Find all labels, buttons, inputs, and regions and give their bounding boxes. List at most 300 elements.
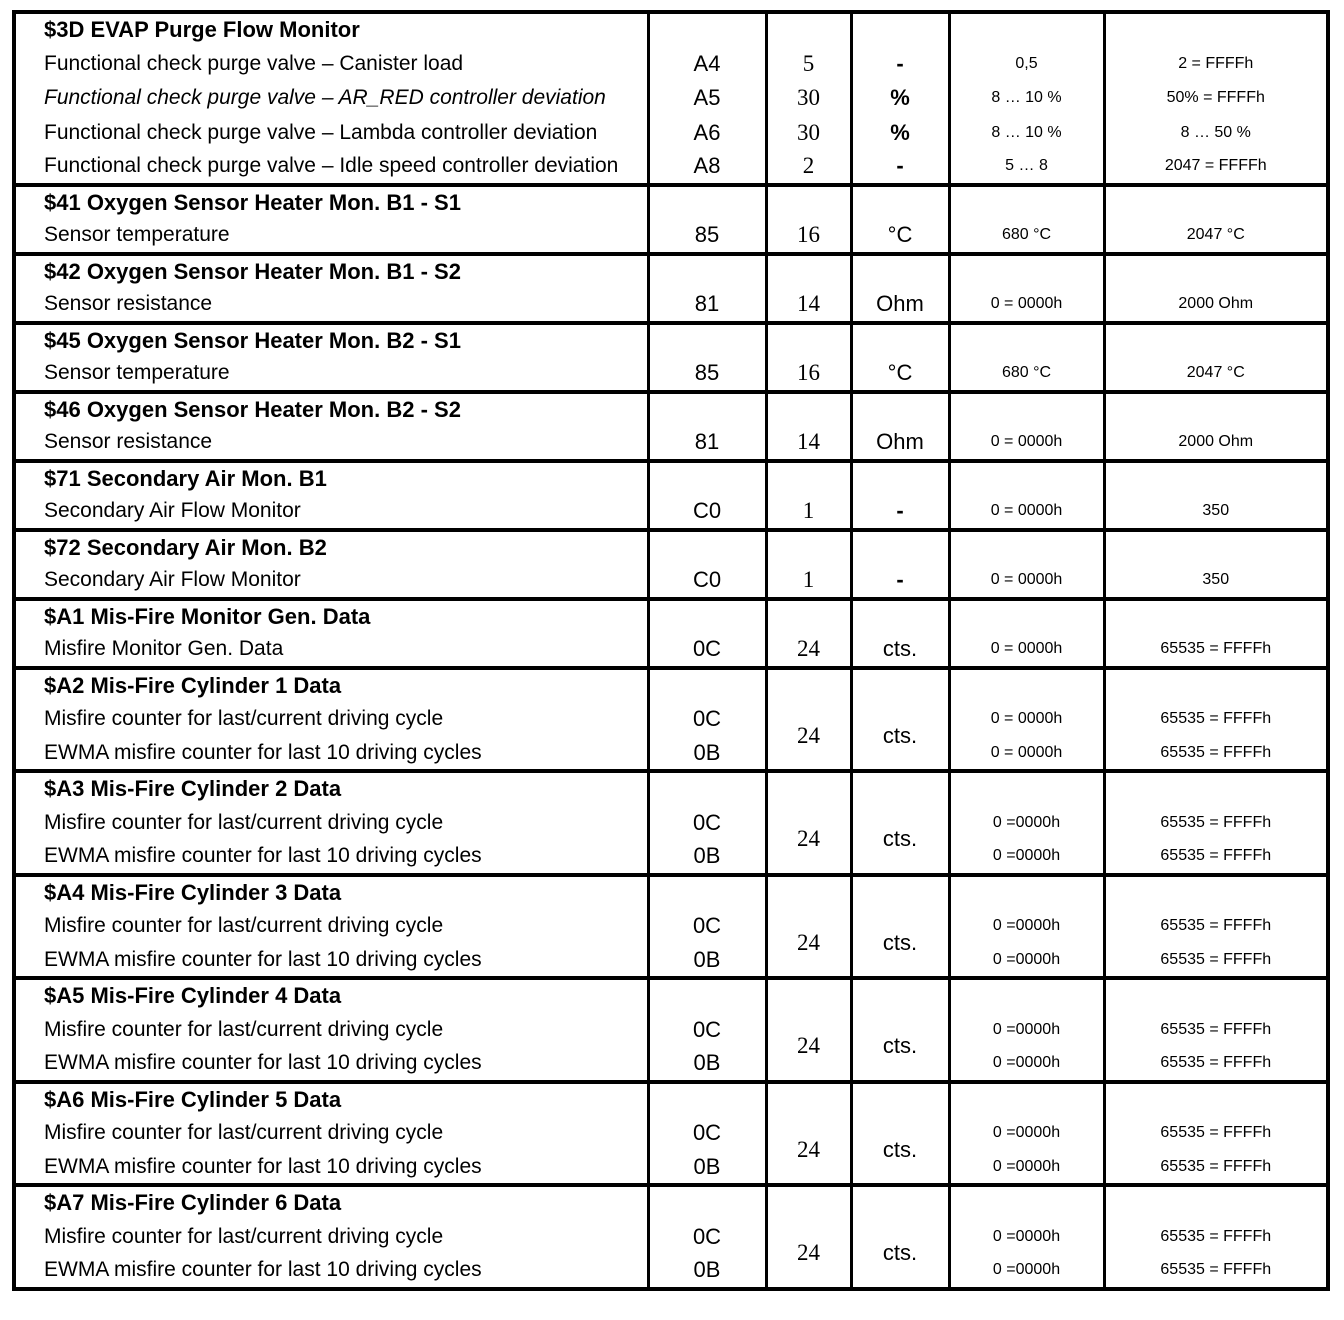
max-value: 350 [1202, 502, 1230, 520]
group-title-cell [14, 771, 648, 806]
max-value: 65535 = FFFFh [1160, 743, 1272, 761]
id-cell [648, 1220, 766, 1255]
description-cell [14, 633, 648, 668]
min-cell [949, 944, 1104, 979]
max-value: 2000 Ohm [1178, 295, 1254, 313]
max-cell [1104, 392, 1328, 427]
unit-value: Ohm [876, 291, 924, 317]
table-row [14, 1220, 1328, 1255]
max-value: 2000 Ohm [1178, 433, 1254, 451]
id-cell [648, 47, 766, 82]
table-row [14, 219, 1328, 254]
scale-cell [766, 12, 851, 47]
id-cell [648, 909, 766, 944]
id-cell [648, 599, 766, 634]
scale-cell [766, 357, 851, 392]
unit-cell [851, 357, 949, 392]
table-row [14, 1116, 1328, 1151]
max-cell [1104, 150, 1328, 185]
description: Misfire Monitor Gen. Data [44, 637, 284, 661]
unit-value: cts. [882, 1136, 918, 1162]
unit-value: - [896, 50, 904, 76]
id-value: 0B [693, 946, 721, 972]
max-cell [1104, 254, 1328, 289]
max-value: 65535 = FFFFh [1160, 847, 1272, 865]
id-value: 0B [693, 739, 721, 765]
min-cell [949, 599, 1104, 634]
id-value: 0C [692, 1223, 722, 1249]
description-cell [14, 47, 648, 82]
scale-cell [766, 978, 851, 1013]
max-value: 2 = FFFFh [1178, 54, 1254, 72]
id-value: 81 [694, 291, 720, 317]
id-value: 81 [694, 429, 720, 455]
unit-cell [851, 426, 949, 461]
scale-cell [766, 1116, 851, 1185]
id-value: 0B [693, 843, 721, 869]
min-cell [949, 1013, 1104, 1048]
id-cell [648, 875, 766, 910]
description: EWMA misfire counter for last 10 driving cycles [44, 1051, 482, 1075]
min-cell [949, 668, 1104, 703]
max-cell [1104, 599, 1328, 634]
id-cell [648, 1082, 766, 1117]
unit-value: °C [887, 360, 913, 386]
id-cell [648, 564, 766, 599]
max-value: 65535 = FFFFh [1160, 917, 1272, 935]
min-cell [949, 461, 1104, 496]
min-value: 0 =0000h [992, 1261, 1061, 1279]
max-value: 65535 = FFFFh [1160, 1157, 1272, 1175]
id-value: 0B [693, 1257, 721, 1283]
min-cell [949, 150, 1104, 185]
max-cell [1104, 909, 1328, 944]
min-cell [949, 840, 1104, 875]
description-cell [14, 150, 648, 185]
max-value: 65535 = FFFFh [1160, 1124, 1272, 1142]
group-title: $45 Oxygen Sensor Heater Mon. B2 - S1 [44, 327, 461, 353]
scale-cell [766, 288, 851, 323]
max-cell [1104, 1151, 1328, 1186]
unit-cell [851, 150, 949, 185]
table-row [14, 1254, 1328, 1289]
max-cell [1104, 288, 1328, 323]
max-value: 65535 = FFFFh [1160, 950, 1272, 968]
unit-cell [851, 185, 949, 220]
max-cell [1104, 1082, 1328, 1117]
min-cell [949, 1116, 1104, 1151]
unit-cell [851, 1082, 949, 1117]
min-value: 0 = 0000h [990, 743, 1063, 761]
min-cell [949, 323, 1104, 358]
unit-value: - [896, 498, 904, 524]
description-cell [14, 564, 648, 599]
description: Secondary Air Flow Monitor [44, 499, 301, 523]
scale-cell [766, 875, 851, 910]
id-value: A6 [693, 119, 721, 145]
max-cell [1104, 702, 1328, 737]
scale-cell [766, 1185, 851, 1220]
description-cell [14, 116, 648, 151]
max-value: 65535 = FFFFh [1160, 813, 1272, 831]
min-cell [949, 1185, 1104, 1220]
unit-cell [851, 254, 949, 289]
min-cell [949, 702, 1104, 737]
id-cell [648, 392, 766, 427]
id-cell [648, 702, 766, 737]
max-cell [1104, 1116, 1328, 1151]
group-title-cell [14, 323, 648, 358]
unit-cell [851, 116, 949, 151]
min-value: 0 = 0000h [990, 640, 1063, 658]
scale-cell [766, 806, 851, 875]
min-cell [949, 1151, 1104, 1186]
max-cell [1104, 185, 1328, 220]
group-title-cell [14, 185, 648, 220]
max-cell [1104, 219, 1328, 254]
table-row [14, 116, 1328, 151]
min-value: 680 °C [1001, 226, 1052, 244]
min-cell [949, 392, 1104, 427]
max-cell [1104, 357, 1328, 392]
description: Sensor temperature [44, 223, 230, 247]
description: EWMA misfire counter for last 10 driving cycles [44, 1154, 482, 1178]
id-cell [648, 633, 766, 668]
description-cell [14, 1151, 648, 1186]
group-title: $A2 Mis-Fire Cylinder 1 Data [44, 672, 342, 698]
description: Sensor resistance [44, 430, 213, 454]
min-cell [949, 185, 1104, 220]
id-cell [648, 254, 766, 289]
max-value: 65535 = FFFFh [1160, 1020, 1272, 1038]
unit-cell [851, 392, 949, 427]
id-value: 0C [692, 809, 722, 835]
min-cell [949, 1254, 1104, 1289]
description-cell [14, 219, 648, 254]
unit-cell [851, 47, 949, 82]
unit-cell [851, 771, 949, 806]
max-value: 50% = FFFFh [1166, 89, 1265, 107]
group-header-row [14, 1082, 1328, 1117]
id-cell [648, 944, 766, 979]
description: EWMA misfire counter for last 10 driving cycles [44, 740, 482, 764]
min-cell [949, 116, 1104, 151]
min-value: 0 =0000h [992, 1020, 1061, 1038]
id-cell [648, 426, 766, 461]
group-title: $A7 Mis-Fire Cylinder 6 Data [44, 1190, 342, 1216]
unit-value: cts. [882, 1033, 918, 1058]
min-value: 0 = 0000h [990, 295, 1063, 313]
group-header-row [14, 12, 1328, 47]
max-value: 8 … 50 % [1180, 123, 1251, 141]
group-title: $72 Secondary Air Mon. B2 [44, 534, 327, 560]
max-cell [1104, 564, 1328, 599]
unit-cell [851, 875, 949, 910]
min-value: 0 =0000h [992, 917, 1061, 935]
scale-cell [766, 909, 851, 978]
unit-cell [851, 978, 949, 1013]
min-cell [949, 978, 1104, 1013]
table-row [14, 633, 1328, 668]
min-value: 0 = 0000h [990, 433, 1063, 451]
id-value: 0C [692, 706, 722, 732]
id-cell [648, 150, 766, 185]
unit-value: °C [887, 222, 913, 248]
scale-cell [766, 47, 851, 82]
scale-cell [766, 185, 851, 220]
unit-cell [851, 806, 949, 875]
description: Functional check purge valve – Idle speed controller deviation [44, 154, 619, 178]
group-header-row [14, 254, 1328, 289]
unit-cell [851, 12, 949, 47]
max-cell [1104, 1013, 1328, 1048]
unit-value: % [890, 85, 910, 111]
min-cell [949, 1082, 1104, 1117]
monitor-data-table [12, 10, 1330, 1291]
max-cell [1104, 840, 1328, 875]
id-value: A5 [693, 85, 721, 111]
min-cell [949, 806, 1104, 841]
description: Misfire counter for last/current driving cycle [44, 914, 444, 938]
table-row [14, 702, 1328, 737]
group-title-cell [14, 254, 648, 289]
unit-cell [851, 909, 949, 978]
scale-cell [766, 116, 851, 151]
table-row [14, 909, 1328, 944]
min-value: 0 =0000h [992, 847, 1061, 865]
scale-value: 1 [802, 567, 815, 593]
description: Functional check purge valve – AR_RED controller deviation [44, 86, 606, 110]
min-value: 0 = 0000h [990, 710, 1063, 728]
description-cell [14, 806, 648, 841]
description-cell [14, 81, 648, 116]
id-cell [648, 1013, 766, 1048]
description: Functional check purge valve – Canister load [44, 51, 464, 75]
max-cell [1104, 530, 1328, 565]
max-value: 65535 = FFFFh [1160, 710, 1272, 728]
max-cell [1104, 81, 1328, 116]
group-title: $41 Oxygen Sensor Heater Mon. B1 - S1 [44, 189, 461, 215]
group-title-cell [14, 12, 648, 47]
unit-value: - [896, 567, 904, 593]
scale-cell [766, 771, 851, 806]
scale-cell [766, 702, 851, 771]
description: Misfire counter for last/current driving cycle [44, 810, 444, 834]
id-cell [648, 323, 766, 358]
table-row [14, 564, 1328, 599]
unit-cell [851, 219, 949, 254]
unit-value: cts. [882, 636, 918, 662]
id-value: 85 [694, 222, 720, 248]
id-cell [648, 219, 766, 254]
table-row [14, 806, 1328, 841]
group-title-cell [14, 1185, 648, 1220]
min-value: 0 =0000h [992, 813, 1061, 831]
description-cell [14, 1047, 648, 1082]
scale-value: 24 [797, 826, 820, 851]
group-header-row [14, 392, 1328, 427]
unit-value: - [896, 153, 904, 179]
group-title: $A3 Mis-Fire Cylinder 2 Data [44, 776, 342, 802]
id-cell [648, 737, 766, 772]
max-cell [1104, 1220, 1328, 1255]
id-cell [648, 116, 766, 151]
scale-value: 1 [802, 498, 815, 524]
group-title: $A1 Mis-Fire Monitor Gen. Data [44, 603, 371, 629]
scale-value: 24 [797, 1240, 820, 1265]
description: Functional check purge valve – Lambda controller deviation [44, 120, 598, 144]
group-header-row [14, 668, 1328, 703]
table-row [14, 840, 1328, 875]
group-title-cell [14, 668, 648, 703]
max-cell [1104, 1254, 1328, 1289]
group-title: $71 Secondary Air Mon. B1 [44, 465, 327, 491]
scale-value: 5 [802, 50, 815, 76]
group-header-row [14, 771, 1328, 806]
unit-cell [851, 599, 949, 634]
id-value: C0 [692, 567, 722, 593]
description: Misfire counter for last/current driving cycle [44, 1017, 444, 1041]
min-cell [949, 530, 1104, 565]
group-title: $42 Oxygen Sensor Heater Mon. B1 - S2 [44, 258, 461, 284]
min-value: 0 =0000h [992, 1227, 1061, 1245]
id-value: 0B [693, 1153, 721, 1179]
id-cell [648, 81, 766, 116]
table-row [14, 495, 1328, 530]
unit-cell [851, 1013, 949, 1082]
group-title-cell [14, 461, 648, 496]
max-cell [1104, 495, 1328, 530]
unit-cell [851, 564, 949, 599]
id-cell [648, 1254, 766, 1289]
min-cell [949, 426, 1104, 461]
scale-value: 2 [802, 153, 815, 179]
scale-cell [766, 392, 851, 427]
description-cell [14, 1013, 648, 1048]
unit-value: cts. [882, 1240, 918, 1265]
id-cell [648, 357, 766, 392]
max-cell [1104, 116, 1328, 151]
id-cell [648, 461, 766, 496]
group-title-cell [14, 875, 648, 910]
id-cell [648, 185, 766, 220]
group-title: $46 Oxygen Sensor Heater Mon. B2 - S2 [44, 396, 461, 422]
table-row [14, 1013, 1328, 1048]
description-cell [14, 426, 648, 461]
description: EWMA misfire counter for last 10 driving cycles [44, 947, 482, 971]
max-cell [1104, 323, 1328, 358]
unit-cell [851, 288, 949, 323]
scale-cell [766, 495, 851, 530]
description: Misfire counter for last/current driving cycle [44, 707, 444, 731]
scale-cell [766, 81, 851, 116]
scale-cell [766, 150, 851, 185]
max-cell [1104, 426, 1328, 461]
table-row [14, 150, 1328, 185]
max-cell [1104, 978, 1328, 1013]
description-cell [14, 1116, 648, 1151]
table-row [14, 357, 1328, 392]
scale-cell [766, 254, 851, 289]
max-cell [1104, 1047, 1328, 1082]
id-value: C0 [692, 498, 722, 524]
id-cell [648, 806, 766, 841]
table-row [14, 944, 1328, 979]
description-cell [14, 1254, 648, 1289]
max-cell [1104, 806, 1328, 841]
group-header-row [14, 323, 1328, 358]
description-cell [14, 737, 648, 772]
max-cell [1104, 668, 1328, 703]
unit-cell [851, 1185, 949, 1220]
scale-cell [766, 426, 851, 461]
id-cell [648, 1185, 766, 1220]
unit-cell [851, 633, 949, 668]
id-cell [648, 978, 766, 1013]
scale-cell [766, 1013, 851, 1082]
description: Misfire counter for last/current driving cycle [44, 1224, 444, 1248]
unit-cell [851, 1220, 949, 1289]
scale-value: 24 [797, 722, 820, 748]
group-title: $A5 Mis-Fire Cylinder 4 Data [44, 983, 342, 1009]
min-value: 8 … 10 % [991, 89, 1062, 107]
unit-cell [851, 495, 949, 530]
scale-value: 16 [797, 360, 820, 386]
id-cell [648, 771, 766, 806]
scale-value: 24 [797, 1136, 820, 1162]
id-cell [648, 288, 766, 323]
group-header-row [14, 599, 1328, 634]
max-value: 2047 °C [1186, 364, 1245, 382]
max-cell [1104, 737, 1328, 772]
scale-cell [766, 1082, 851, 1117]
scale-value: 14 [797, 429, 820, 455]
max-cell [1104, 944, 1328, 979]
table-row [14, 737, 1328, 772]
table-row [14, 1151, 1328, 1186]
unit-cell [851, 81, 949, 116]
scale-cell [766, 1220, 851, 1289]
max-cell [1104, 1185, 1328, 1220]
min-value: 0 = 0000h [990, 571, 1063, 589]
table-row [14, 288, 1328, 323]
id-value: 0C [692, 913, 722, 939]
id-cell [648, 1151, 766, 1186]
description: EWMA misfire counter for last 10 driving cycles [44, 1258, 482, 1282]
max-value: 65535 = FFFFh [1160, 1227, 1272, 1245]
min-value: 5 … 8 [1005, 157, 1048, 175]
description-cell [14, 288, 648, 323]
scale-value: 24 [797, 1033, 820, 1058]
min-cell [949, 12, 1104, 47]
min-cell [949, 875, 1104, 910]
description-cell [14, 840, 648, 875]
description: Sensor temperature [44, 361, 230, 385]
unit-value: cts. [882, 826, 918, 851]
min-cell [949, 219, 1104, 254]
description-cell [14, 495, 648, 530]
table-row [14, 426, 1328, 461]
id-cell [648, 495, 766, 530]
min-cell [949, 81, 1104, 116]
scale-value: 16 [797, 222, 820, 248]
id-value: A4 [693, 50, 721, 76]
table-row [14, 81, 1328, 116]
unit-cell [851, 702, 949, 771]
unit-cell [851, 530, 949, 565]
group-title: $A4 Mis-Fire Cylinder 3 Data [44, 879, 342, 905]
id-value: 0C [692, 636, 722, 662]
